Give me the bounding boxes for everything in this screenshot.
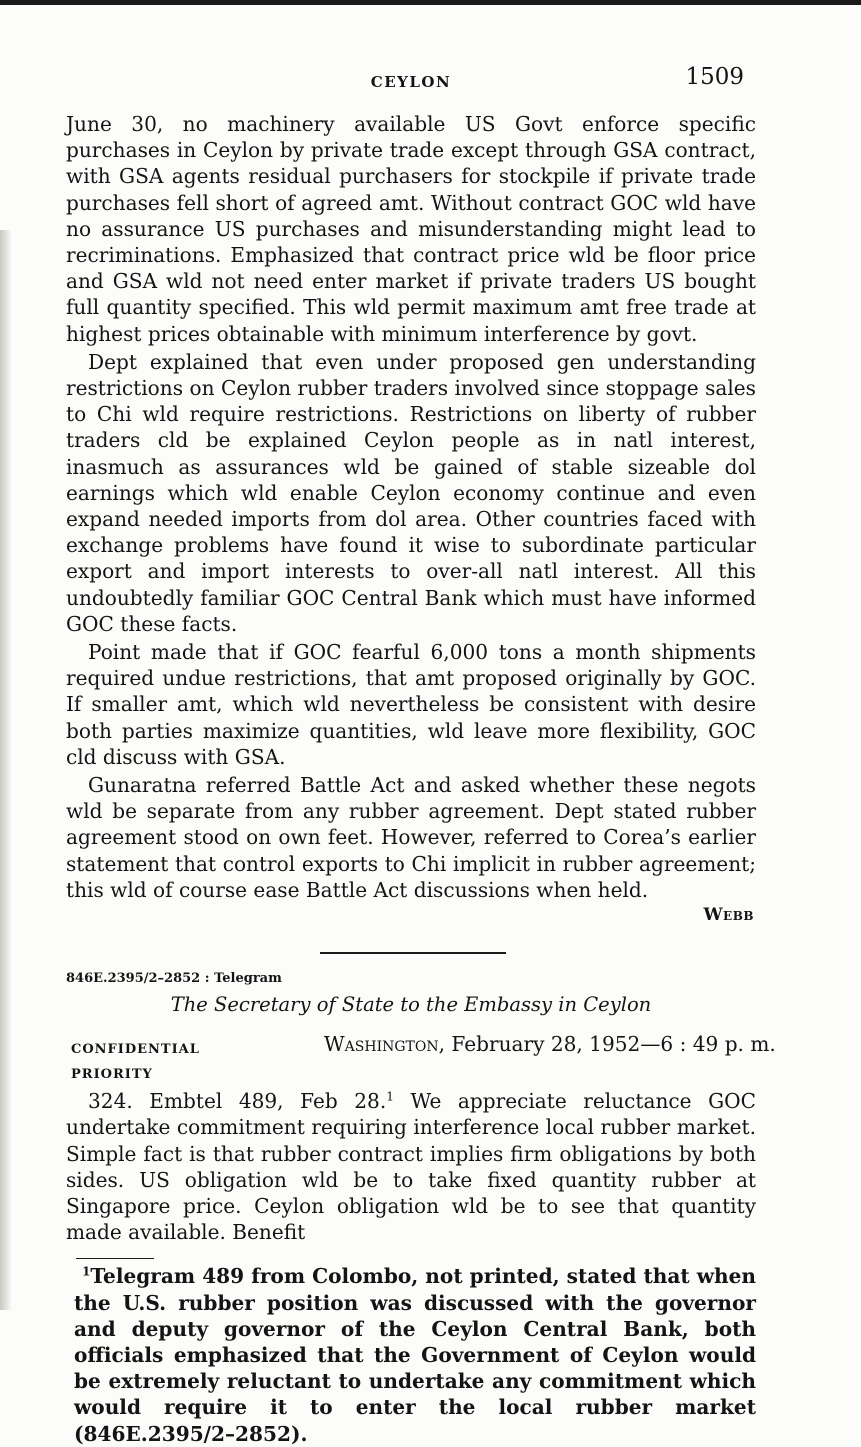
dateline-place: Washington [324, 1032, 439, 1057]
document-title: The Secretary of State to the Embassy in Ceylon [170, 993, 652, 1017]
footnote-reference[interactable]: 1 [386, 1089, 394, 1104]
signature: Webb [703, 905, 754, 926]
document-reference: 846E.2395/2–2852 : Telegram [66, 971, 282, 987]
page-number: 1509 [685, 64, 744, 90]
telegram-number: 324. Embtel 489, Feb 28. [88, 1089, 387, 1114]
footnote [66, 1263, 756, 1446]
paragraph: Gunaratna referred Battle Act and asked whether these negots wld be separate from any rubber agreement. Dept stated rubber agreement stood on own feet. However, referred to Corea’s earlier statement that control exports to Chi implicit in rubber agreement; this wld of course ease Battle Act discussions when held. [66, 773, 756, 902]
dateline-date: , February 28, 1952—6 : 49 p. m. [438, 1032, 776, 1057]
running-head [66, 64, 756, 96]
footnote-rule [76, 1258, 154, 1259]
telegram-header [66, 1032, 776, 1088]
page-body [66, 111, 776, 1447]
dateline [324, 1032, 776, 1056]
footnote-text: Telegram 489 from Colombo, not printed, stated that when the U.S. rubber position was discussed with the governor and deputy governor of the Ceylon Central Bank, both officials emphasized that the Government of Ceylon would be extremely reluctant to undertake any commitment which would require it to enter the local rubber market (846E.2395/2–2852). [74, 1264, 756, 1446]
paragraph: Dept explained that even under proposed gen understanding restrictions on Ceylon rubber traders involved since stoppage sales to Chi wld require restrictions. Restrictions on liberty of rubber traders cld be explained Ceylon people as in natl interest, inasmuch as assurances wld be gained of stable sizeable dol earnings which wld enable Ceylon economy continue and even expand needed imports from dol area. Other countries faced with exchange problems have found it wise to subordinate particular export and import interests to over-all natl interest. All this undoubtedly familiar GOC Central Bank which must have informed GOC these facts. [66, 349, 756, 636]
telegram-text: We appreciate reluctance GOC undertake commitment requiring interference local rubber market. Simple fact is that rubber contract implies firm obligations by both sides. US obligation wld be to take fixed quantity rubber at Singapore price. Ceylon obligation wld be to see that quantity made available. Benefit [66, 1089, 756, 1245]
footnote-marker: 1 [82, 1264, 91, 1279]
binding-edge-shadow [0, 230, 12, 1310]
section-divider [320, 952, 506, 954]
classification-label: CONFIDENTIAL [71, 1042, 200, 1058]
running-head-title: CEYLON [370, 73, 452, 91]
telegram-paragraph [66, 1088, 756, 1245]
paragraph-continuation: June 30, no machinery available US Govt enforce specific purchases in Ceylon by private trade except through GSA contract, with GSA agents residual purchasers for stockpile if private trade purchases fell short of agreed amt. Without contract GOC wld have no assurance US purchases and misunderstanding might lead to recriminations. Emphasized that contract price wld be floor price and GSA wld not need enter market if private traders US bought full quantity specified. This wld permit maximum amt free trade at highest prices obtainable with minimum interference by govt. [66, 112, 756, 346]
paragraph: Point made that if GOC fearful 6,000 tons a month shipments required undue restrictions, that amt proposed originally by GOC. If smaller amt, which wld nevertheless be consistent with desire both parties maximize quantities, wld leave more flexibility, GOC cld discuss with GSA. [66, 640, 756, 769]
precedence-label: PRIORITY [71, 1067, 153, 1083]
page-top-border [0, 0, 861, 5]
